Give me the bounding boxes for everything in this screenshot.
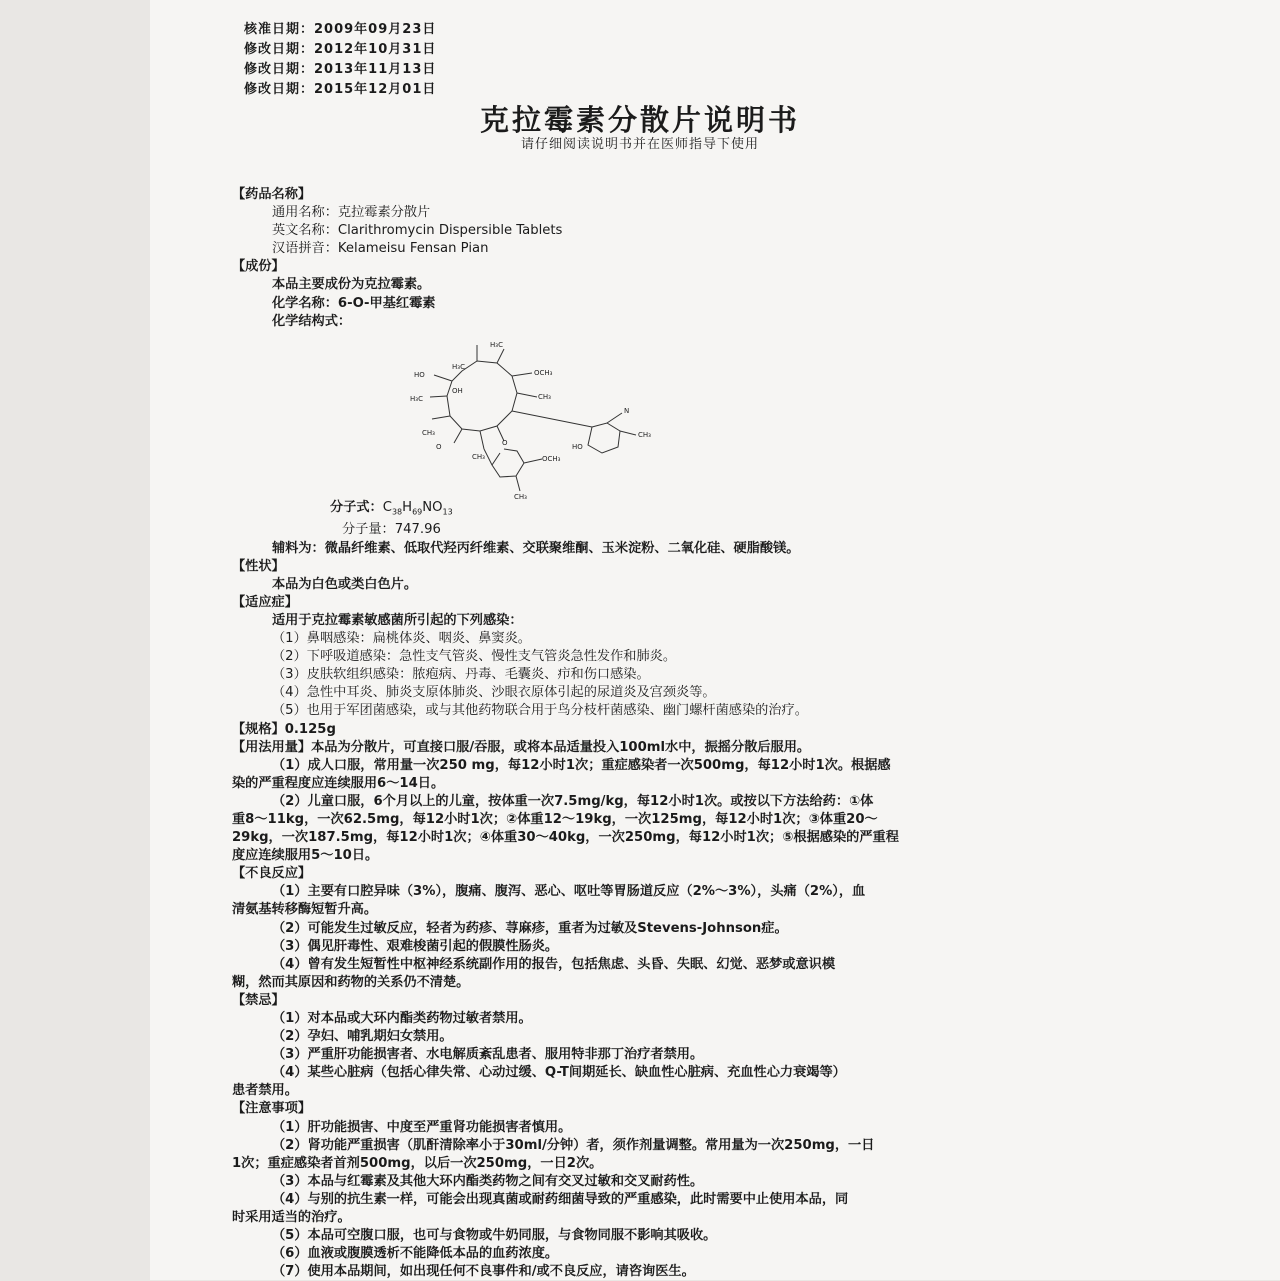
adverse-line: 清氨基转移酶短暂升高。: [232, 902, 378, 918]
excipients: 辅料为：微晶纤维素、低取代羟丙纤维素、交联聚维酮、玉米淀粉、二氧化硅、硬脂酸镁。: [272, 540, 800, 556]
appearance-text: 本品为白色或类白色片。: [272, 576, 418, 592]
usage-line: 【用法用量】本品为分散片，可直接口服/吞服，或将本品适量投入100ml水中，振摇分散后服用。: [232, 739, 811, 755]
contra-line: （3）严重肝功能损害者、水电解质紊乱患者、服用特非那丁治疗者禁用。: [272, 1047, 704, 1063]
section-heading-adverse: 【不良反应】: [232, 866, 312, 882]
revision-date-1: 修改日期：2012年10月31日: [244, 42, 437, 57]
usage-line: 染的严重程度应连续服用6～14日。: [232, 775, 445, 791]
adverse-line: 糊，然而其原因和药物的关系仍不清楚。: [232, 974, 470, 990]
precaution-line: （2）肾功能严重损害（肌酐清除率小于30ml/分钟）者，须作剂量调整。常用量为一次250mg，一日: [272, 1137, 875, 1153]
indication-item: （2）下呼吸道感染：急性支气管炎、慢性支气管炎急性发作和肺炎。: [272, 649, 677, 665]
formula-o-count: 13: [442, 507, 453, 517]
label-ch3-1: CH₃: [538, 392, 551, 401]
section-heading-appearance: 【性状】: [232, 558, 285, 574]
approval-dates: [244, 20, 436, 100]
precaution-line: 1次；重症感染者首剂500mg，以后一次250mg，一日2次。: [232, 1155, 603, 1171]
label-ch3-3: CH₃: [422, 428, 435, 437]
label-h3c-1: H₃C: [452, 362, 465, 371]
precaution-line: （5）本品可空腹口服，也可与食物或牛奶同服，与食物同服不影响其吸收。: [272, 1228, 717, 1244]
label-och3-1: OCH₃: [534, 368, 553, 377]
adverse-line: （1）主要有口腔异味（3%），腹痛、腹泻、恶心、呕吐等胃肠道反应（2%～3%），头痛（2%），血: [272, 884, 866, 900]
label-o-2: O: [436, 442, 442, 451]
indications-intro: 适用于克拉霉素敏感菌所引起的下列感染：: [272, 612, 523, 628]
adverse-line: （2）可能发生过敏反应，轻者为药疹、荨麻疹，重者为过敏及Stevens-Johnson症。: [272, 920, 788, 936]
formula-h: H: [402, 499, 413, 515]
molecular-formula: [232, 499, 1062, 522]
chemical-name: 化学名称：6-O-甲基红霉素: [272, 295, 436, 311]
revision-date-3: 修改日期：2015年12月01日: [244, 82, 437, 97]
label-och3-2: OCH₃: [542, 454, 561, 463]
section-heading-contraindications: 【禁忌】: [232, 992, 285, 1008]
section-heading-precautions: 【注意事项】: [232, 1101, 312, 1117]
usage-line: 29kg，一次187.5mg，每12小时1次；④体重30～40kg，一次250mg，每12小时1次；⑤根据感染的严重程: [232, 830, 899, 846]
formula-label: 分子式：: [330, 499, 383, 515]
formula-c-count: 38: [391, 507, 403, 517]
label-ch3-2: CH₃: [638, 430, 651, 439]
document-subtitle: 请仔细阅读说明书并在医师指导下使用: [520, 137, 759, 152]
section-heading-composition: 【成份】: [232, 259, 285, 275]
contra-line: （2）孕妇、哺乳期妇女禁用。: [272, 1029, 453, 1045]
main-ingredient: 本品主要成份为克拉霉素。: [272, 277, 431, 293]
precaution-line: （3）本品与红霉素及其他大环内酯类药物之间有交叉过敏和交叉耐药性。: [272, 1173, 704, 1189]
section-spec: 【规格】0.125g: [232, 721, 336, 737]
label-h3c-2: H₃C: [490, 340, 503, 349]
precaution-line: （6）血液或腹膜透析不能降低本品的血药浓度。: [272, 1246, 559, 1262]
section-heading-name: 【药品名称】: [232, 187, 312, 202]
label-oh-1: OH: [452, 386, 463, 395]
structure-svg: [392, 331, 672, 501]
indication-item: （4）急性中耳炎、肺炎支原体肺炎、沙眼衣原体引起的尿道炎及宫颈炎等。: [272, 685, 716, 701]
label-ho-2: HO: [572, 442, 583, 451]
document-title: 克拉霉素分散片说明书: [479, 103, 800, 137]
formula-c: C: [382, 499, 392, 515]
formula-h-count: 69: [412, 507, 423, 517]
label-n: N: [624, 406, 630, 415]
contra-line: （1）对本品或大环内酯类药物过敏者禁用。: [272, 1011, 532, 1027]
adverse-line: （4）曾有发生短暂性中枢神经系统副作用的报告，包括焦虑、头昏、失眠、幻觉、恶梦或意识模: [272, 956, 836, 972]
section-heading-indications: 【适应症】: [232, 594, 298, 610]
leaflet-body: [232, 186, 1062, 1281]
formula-no: NO: [422, 499, 443, 515]
label-ch3-4: CH₃: [472, 452, 485, 461]
pinyin-name: 汉语拼音：Kelameisu Fensan Pian: [272, 241, 489, 257]
contra-line: 患者禁用。: [232, 1083, 298, 1099]
chemical-structure-label: 化学结构式：: [272, 313, 352, 329]
usage-line: （1）成人口服，常用量一次250 mg，每12小时1次；重症感染者一次500mg，每12小时1次。根据感: [272, 757, 891, 773]
indication-item: （5）也用于军团菌感染，或与其他药物联合用于鸟分枝杆菌感染、幽门螺杆菌感染的治疗。: [272, 703, 808, 719]
english-name: 英文名称：Clarithromycin Dispersible Tablets: [272, 223, 563, 239]
molecular-weight: 分子量：747.96: [342, 522, 441, 538]
precaution-line: （1）肝功能损害、中度至严重肾功能损害者慎用。: [272, 1119, 572, 1135]
precaution-line: （4）与别的抗生素一样，可能会出现真菌或耐药细菌导致的严重感染，此时需要中止使用本品，同: [272, 1191, 849, 1207]
label-ho-1: HO: [414, 370, 425, 379]
label-h3c-3: H₃C: [410, 394, 423, 403]
label-ch3-5: CH₃: [514, 492, 527, 501]
usage-line: 度应连续服用5～10日。: [232, 848, 379, 864]
generic-name: 通用名称：克拉霉素分散片: [272, 205, 431, 221]
adverse-line: （3）偶见肝毒性、艰难梭菌引起的假膜性肠炎。: [272, 938, 559, 954]
label-o-1: O: [502, 438, 508, 447]
chemical-structure-diagram: [232, 331, 1062, 499]
contra-line: （4）某些心脏病（包括心律失常、心动过缓、Q-T间期延长、缺血性心脏病、充血性心力衰竭等）: [272, 1065, 846, 1081]
usage-line: 重8～11kg，一次62.5mg，每12小时1次；②体重12～19kg，一次125mg，每12小时1次；③体重20～: [232, 811, 878, 827]
precaution-line: 时采用适当的治疗。: [232, 1210, 351, 1226]
revision-date-2: 修改日期：2013年11月13日: [244, 62, 437, 77]
precaution-line: （7）使用本品期间，如出现任何不良事件和/或不良反应，请咨询医生。: [272, 1264, 695, 1280]
approval-date: 核准日期：2009年09月23日: [244, 22, 437, 37]
indication-item: （3）皮肤软组织感染：脓疱病、丹毒、毛囊炎、疖和伤口感染。: [272, 667, 650, 683]
usage-line: （2）儿童口服，6个月以上的儿童，按体重一次7.5mg/kg，每12小时1次。或按以下方法给药：①体: [272, 793, 874, 809]
indication-item: （1）鼻咽感染：扁桃体炎、咽炎、鼻窦炎。: [272, 631, 531, 647]
